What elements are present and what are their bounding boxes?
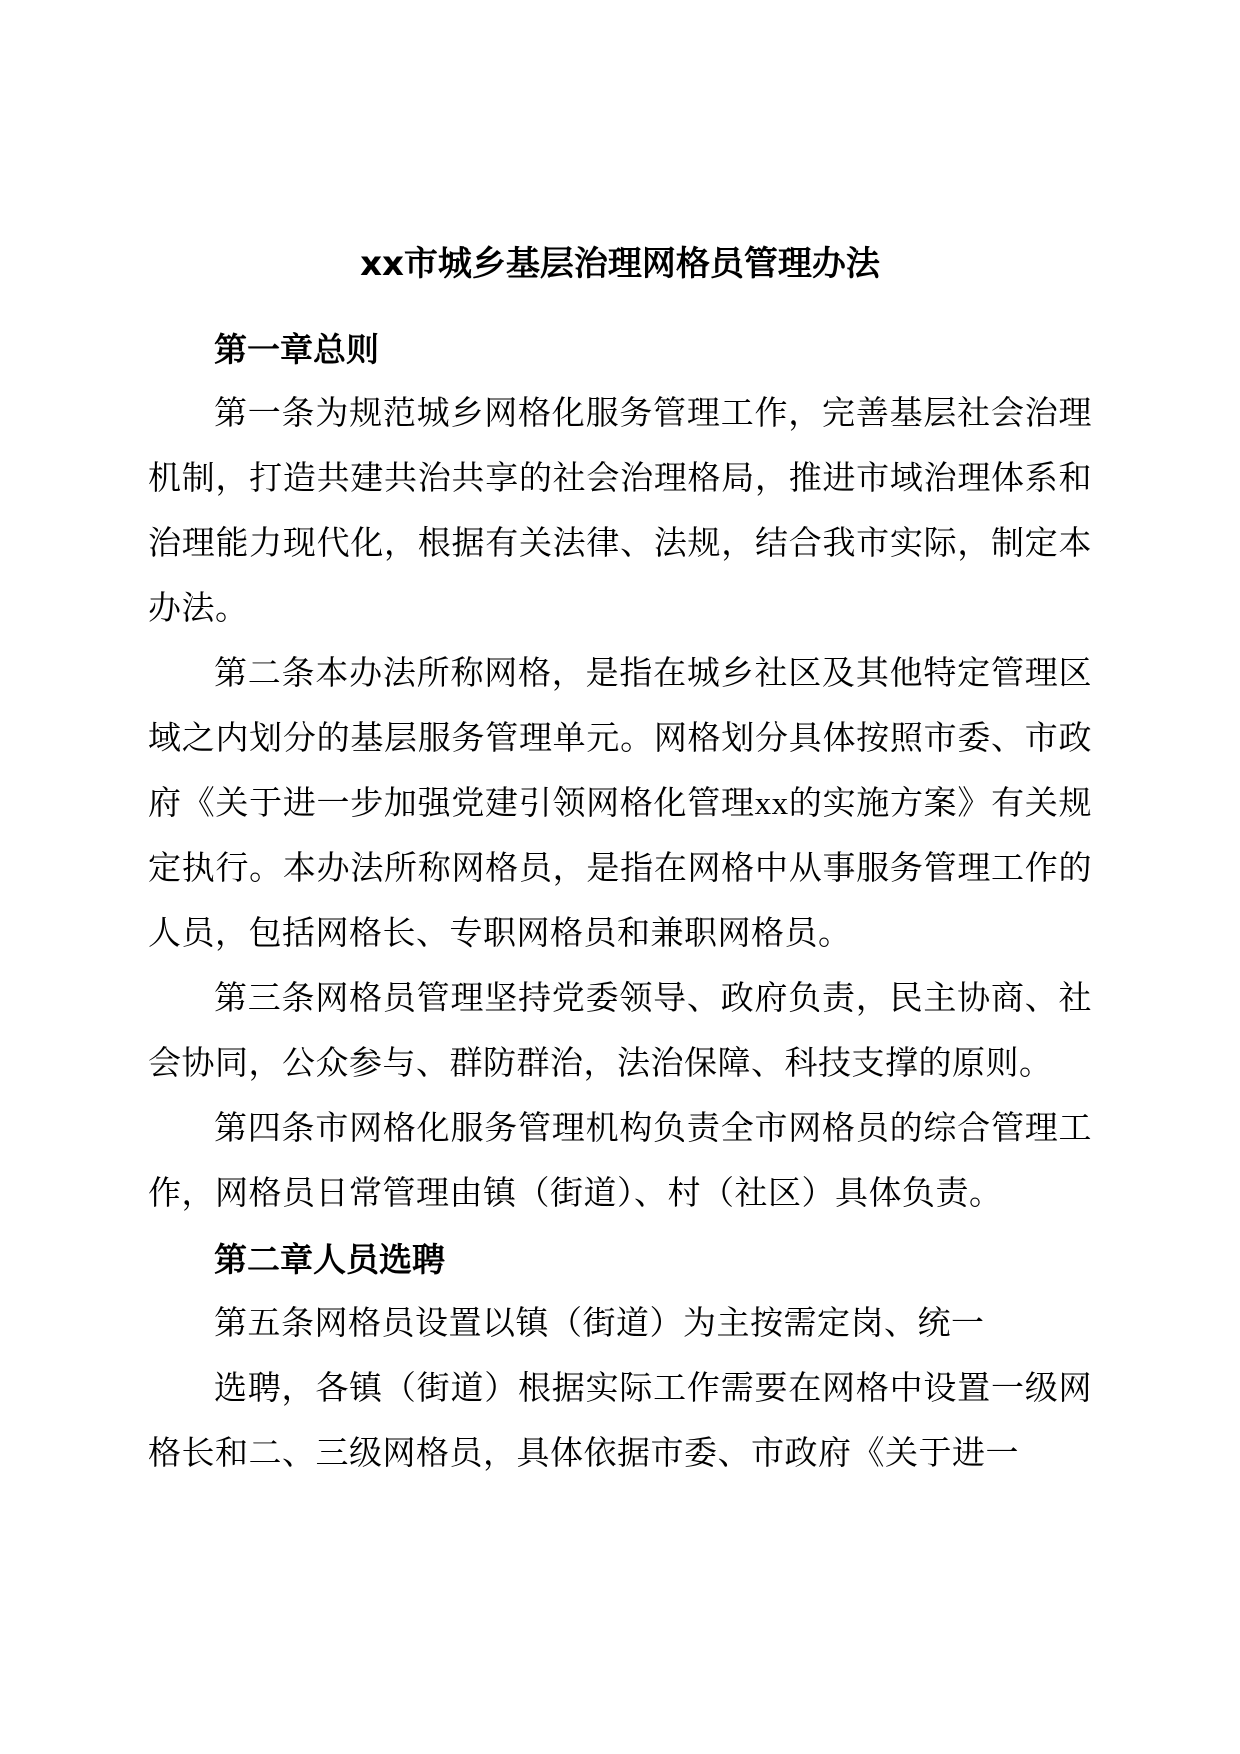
paragraph-article-1: 第一条为规范城乡网格化服务管理工作，完善基层社会治理机制，打造共建共治共享的社会治理格局，推进市域治理体系和治理能力现代化，根据有关法律、法规，结合我市实际，制定本办法。: [148, 396, 1092, 627]
document-title: xx市城乡基层治理网格员管理办法: [360, 244, 880, 284]
paragraph-article-3: 第三条网格员管理坚持党委领导、政府负责，民主协商、社会协同，公众参与、群防群治，法治保障、科技支撑的原则。: [148, 981, 1092, 1082]
chapter-1-heading: 第一章总则: [214, 330, 379, 369]
paragraph-article-5-line-1: 第五条网格员设置以镇（街道）为主按需定岗、统一: [214, 1306, 985, 1342]
chapter-2-heading: 第二章人员选聘: [214, 1240, 445, 1279]
paragraph-article-5-line-2: 选聘，各镇（街道）根据实际工作需要在网格中设置一级网格长和二、三级网格员，具体依据市委、市政府《关于进一: [148, 1371, 1092, 1472]
paragraph-article-4: 第四条市网格化服务管理机构负责全市网格员的综合管理工作，网格员日常管理由镇（街道）、村（社区）具体负责。: [148, 1111, 1092, 1212]
paragraph-article-2: 第二条本办法所称网格，是指在城乡社区及其他特定管理区域之内划分的基层服务管理单元。网格划分具体按照市委、市政府《关于进一步加强党建引领网格化管理xx的实施方案》有关规定执行。本办法所称网格员，是指在网格中从事服务管理工作的人员，包括网格长、专职网格员和兼职网格员。: [148, 656, 1092, 952]
